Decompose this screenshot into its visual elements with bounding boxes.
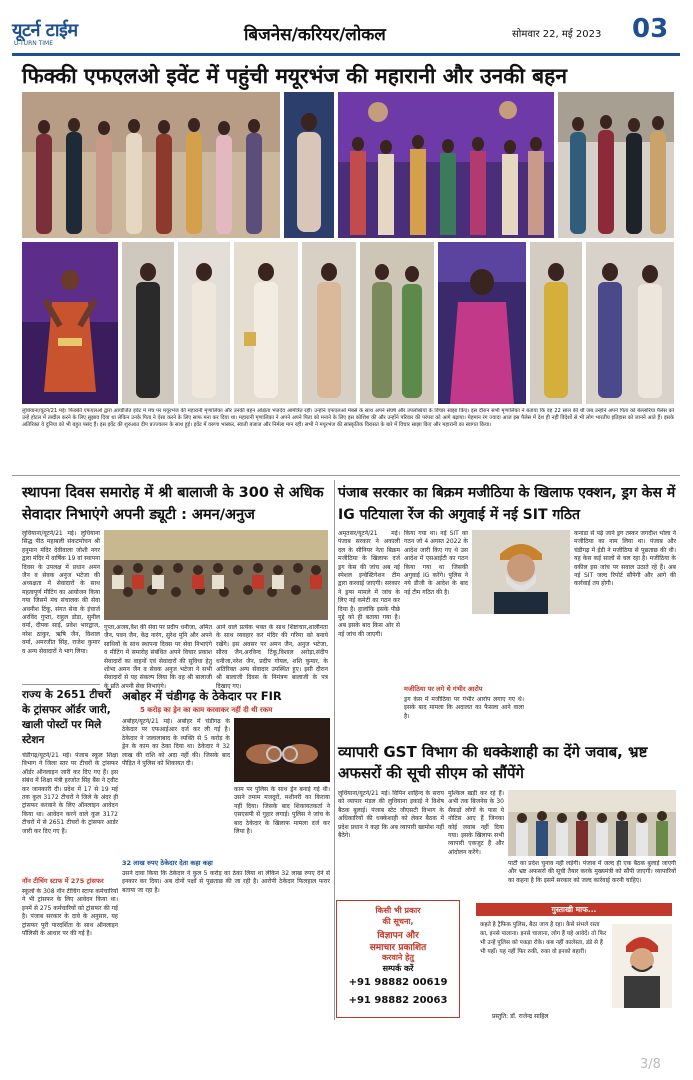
ad-phone-2: +91 98882 20063 [348, 995, 448, 1006]
majithia-headline: पंजाब सरकार का बिक्रम मजीठिया के खिलाफ एक्शन, ड्रग केस में IG पटियाला रेंज की अगुवाई में नई SIT गठित [338, 485, 676, 523]
page-number: 03 [632, 14, 669, 44]
fir-subhead-2: 32 लाख रुपए ठेकेदार देता कहा कहा [122, 859, 213, 867]
ad-line-5: करवाने हेतु [382, 953, 414, 962]
fir-subhead: 5 करोड़ का ड्रेन का काम करवाकर नहीं दी थी रकम [140, 706, 273, 714]
ad-phone-1: +91 98882 00619 [348, 977, 448, 988]
teacher-transfer-body-2: स्कूलों के 308 नॉन टीचिंग स्टाफ कर्मचारियों ने भी ट्रांसफर के लिए आवेदन किया था। इनमें से 275 कर्मचारियों को ट्रांसफर की गई है। पंजाब सरकार के दावे के अनुसार, यह ट्रांसफर पूरी पारदर्शिता के साथ ऑनलाइन पॉलिसी के आधार पर की गई है। [22, 888, 118, 938]
lead-photo-caption: लुधियाना/यूटर्न/21 मई। फिक्की एफएलओ द्वारा आयोजित इवेंट में मंच पर मयूरभंज की महारानी मृणालिका और उनकी बहन अक्षिता भंजदेव आमंत्रित रहीं। उन्होंने एफएलओ मेंबर्स के साथ अपने संघर्ष और उपलब्धियों के विचार साझा किए। इस दौरान सभी मृणालिका ने बताया कि वह 22 साल की थीं जब उन्होंने अपने पिता को बेल्लारिया पैलेस को उन्हें होटल में तब्दील करने के लिए सुझाव दिया था लेकिन उनके पिता ने ऐसा करने के लिए साफ मना कर दिया था। महारानी मृणालिका ने अपने अपने पिता को मनाने के लिए इस कोशिश की और उन्होंने परिवार की परंपरा को आगे बढ़ाया। मेहमान रंग ज्यादा आज इस पैलेस में देश ही नहीं विदेशों से भी लोग भारतीय इतिहास को जानने आते हैं। इसके अतिरिक्त ये दुनिया को भी बहुत पसंद हैं। इस इवेंट की शुरुआत दीप प्रज्ज्वलन के साथ हुई। इवेंट में वरुणा भास्कर, स्वाती बजाज और निर्मला मान रहीं। सभी ने मयूरभंज की सांस्कृतिक विरासत के बारे में विचार साझा किए और महारानी का स्वागत किया। [22, 408, 674, 429]
balaji-body-right: आने वाले प्रत्येक भक्त के साथ शिष्टाचार,शालीनता के साथ व्यवहार कर मंदिर की गरिमा को बनाये रखेंगे। इस अवसर पर अमन जैन, अनुज भटेजा, सौरव जैन,अरविन्द टिंकू,विशाल अरोड़ा,संदीप धनीजा,नरेश जैन, प्रदीप गोयल, शशि कुमार, के अतिरिक्त अन्य सेवादार उपस्थित हुए। इसी दौरान श्री बालाजी दिवस के निमंत्रण बालाजी के पत्र दिखाए गए। [216, 624, 328, 690]
guest-photo-6 [438, 242, 526, 404]
tower-divider [22, 684, 100, 685]
guest-photo-7 [530, 242, 582, 404]
balaji-body-mid: गुप्ता,अजय,वैश की सेवा पर प्रदीप धनीजा, अमित जैन, पवन जैन, केंद्र नारंग, सुरेश मुनि और अपने साथियों के साथ स्थापना दिवस पर सेवा निभाएंगे व मीटिंग में समारोह संबंधित अपने विचार प्रकाश सेवादारों का वाहनों एवं सेवादारों की सुविधा हेतु शोभा अमन जैन व सेवक अनुज भटेजा ने सभी सेवादारों से यह संकल्प लिया कि वह श्री बालाजी के प्रति अपनी सेवा निभाएंगे। [104, 624, 212, 690]
fir-body-left: अबोहर/यूटर्न/21 मई। अबोहर में चंडीगढ़ के ठेकेदार पर एफआईआर दर्ज कर ली गई है। ठेकेदार ने जलालाबाद के व्यक्ति से 5 करोड़ के ड्रेन के काम का ठेका दिया था। ठेकेदार ने 32 लाख की राशि को अदा नहीं की। जिसके बाद पीड़ित ने पुलिस को शिकायत दी। [122, 718, 230, 768]
event-photo-portrait-1 [284, 92, 334, 238]
balaji-meeting-photo [104, 530, 328, 620]
ad-line-1: किसी भी प्रकार [375, 906, 421, 915]
issue-date: सोमवार 22, मई 2023 [512, 29, 602, 40]
fir-body-right: काम पर पुलिस के साथ ड्रेन बनाई गई थी। उसने तमाम मजदूरों, मशीनरी का किराया नहीं दिया। जिसके बाद शिकायतकर्ता ने एसएसपी से गुहार लगाई। पुलिस ने जांच के बाद ठेकेदार के खिलाफ मामला दर्ज कर लिया है। [234, 786, 330, 836]
gustakhi-credit: प्रस्तुति: डॉ. राजेन्द्र साहिल [492, 1013, 549, 1020]
guest-photo-3 [234, 242, 298, 404]
ad-line-4: समाचार प्रकाशित [369, 943, 427, 953]
event-photo-stage [338, 92, 554, 238]
gustakhi-title: गुस्ताखी माफ... [476, 903, 672, 916]
page-indicator: 3/8 [640, 1057, 661, 1072]
event-photo-group-1 [22, 92, 280, 238]
guest-photo-1 [122, 242, 174, 404]
brand-subtitle: U-TURN TIME [14, 40, 54, 47]
majithia-subhead: मजीठिया पर लगे थे गंभीर आरोप [404, 685, 483, 693]
balaji-headline: स्थापना दिवस समारोह में श्री बालाजी के 300 से अधिक सेवादार निभाएंगे अपनी ड्यूटी : अमन/अनुज [22, 485, 324, 523]
fir-body-2: उसने दावा किया कि ठेकेदार ने कुल 5 करोड़ का ठेका लिया था लेकिन 32 लाख रुपए देने से इनकार कर दिया। अब दोनों पक्षों से पूछताछ की जा रही है। आरोपी ठेकेदार फिलहाल फरार बताया जा रहा है। [122, 870, 330, 894]
guest-photo-8 [586, 242, 674, 404]
brand-logo: यूटर्न टाईम [12, 20, 78, 41]
event-photo-group-2 [558, 92, 674, 238]
policeman-cartoon [612, 924, 672, 1008]
teacher-transfer-body: चंडीगढ़/यूटर्न/21 मई। पंजाब स्कूल शिक्षा विभाग ने जिला स्तर पर टीचरों के ट्रांसफर ऑर्डर ऑनलाइन जारी कर दिए गए हैं। इस संबंध में शिक्षा मंत्री हरजोत सिंह बैंस ने ट्वीट कर जानकारी दी। प्रदेश में 17 से 19 मई तक कुल 3172 टीचरों ने जिले के अंदर ही ट्रांसफर करवाने के लिए ऑनलाइन आवेदन किया था। आवेदन करने वाले कुल 3172 टीचरों में से 2651 टीचरों के ट्रांसफर आर्डर जारी कर दिए गए हैं। [22, 752, 118, 835]
gst-headline: व्यापारी GST विभाग की धक्केशाही का देंगे जवाब, भ्रष्ट अफसरों की सूची सीएम को सौंपेंगे [338, 743, 648, 782]
teacher-transfer-headline: राज्य के 2651 टीचरों के ट्रांसफर ऑर्डर जारी, खाली पोस्टों पर मिले स्टेशन [22, 689, 112, 746]
handcuff-photo [234, 718, 330, 782]
gst-body-left: लुधियाना/यूटर्न/21 मई। विपिन शाहिन्द के सराय को व्यापार मंडल की लुधियाना इकाई ने विशेष बैठक बुलाई। पंजाब स्टेट जीएसटी विभाग के अधिकारियों की धक्केशाही को लेकर बैठक में प्रदेश प्रधान ने कहा कि अब व्यापारी खामोश नहीं बैठेंगे। [338, 790, 444, 840]
guest-photo-5 [360, 242, 434, 404]
majithia-body-col1: अमृतसर/यूटर्न/21 मई। पंजाब सरकार ने अकाली दल के सीनियर नेता बिक्रम मजीठिया के खिलाफ दर्ज ड्रग केस की जांच अब नई स्पेशल इन्वेस्टिगेशन टीम द्वारा करवाई जाएगी। सरकार ने ड्रग्स मामले में जांच के लिए नई कमेटी का गठन कर दिया है। हालांकि इसके पीछे मुद्दे को ही बताया गया है। अब इसके बाद किस ओर से नई जांच की जाएगी। [338, 530, 400, 638]
teacher-transfer-subhead: नॉन टीचिंग स्टाफ में 275 ट्रांसफर [22, 877, 104, 885]
guest-photo-4 [302, 242, 356, 404]
lead-headline: फिक्की एफएलओ इवेंट में पहुंची मयूरभंज की महारानी और उनकी बहन [22, 64, 567, 88]
balaji-body-left: लुधियाना/यूटर्न/21 मई। लुधियाना सिद्ध पीठ महाबली संकटमोचन श्री हनुमान मंदिर देवीवाला जोशी नगर द्वारा मंदिर में वार्षिक 19 वां स्थापना दिवस के उपलक्ष में प्रधान अमन जैन व सेवक अनुज भटेजा की अध्यक्षता में सेवादारों के साथ महत्वपूर्ण मीटिंग का आयोजन किया गया जिसमें मंच संचालक की सेवा अवनीश टिंकू, संगत सेवा के इंचार्ज अरविंद गुप्ता, राहुल डोडा, सुनील वर्मा, दीपक साई, प्रवेश भारद्वाज, नरेश ठाकुर, ऋषि जैन, विशाल वर्मा, अमरजीत सिंह, राजेश कुमार व अन्य सेवादारों ने भाग लिया। [22, 530, 100, 655]
classified-ad-box [336, 900, 460, 1018]
ad-line-6: सम्पर्क करें [382, 964, 414, 973]
majithia-body-col4: कनाडा से पढ़े जाने ड्रग तस्कर जगदीश भोला ने मजीठिया का नाम लिया था। पंजाब और चंडीगढ़ में ईडी ने मजीठिया से पूछताछ की थी। यह केस कई सालों से चल रहा है। मजीठिया के वकील इस जांच पर सवाल उठाते रहे हैं। अब नई SIT जल्द रिपोर्ट सौंपेगी और आगे की कार्रवाई तय होगी। [574, 530, 676, 588]
majithia-body-col3: ड्रग केस में मजीठिया पर गंभीर आरोप लगाए गए थे। इसके बाद मामला कि अदालत का फैसला आने वाला है। [404, 696, 524, 720]
gst-meeting-photo [508, 790, 676, 856]
masthead [12, 14, 680, 56]
gustakhi-verse: कहते है ट्रैफिक पुलिस, बैठा जाय है रहा। कैसे संभले रस्ता का, इनसे पालाना। इनसे चालाना, लोग हैं यहे आवेदें। तो फिर भी उन्हें पुलिस को पकड़ा रोके। कब नहीं कालेस्ता, डंडे से हैं भी यहाँ। यह नहीं फिर रुकी, रुका वो इनको बहारी। [480, 922, 607, 955]
column-divider [334, 480, 335, 1020]
ad-line-2: की सूचना, [382, 917, 414, 926]
gst-body-mid: मुश्किल खड़ी कर रहे हैं। अभी तक बिजनेस के 30 सैकड़ों लोगों के पास ये नोटिस आए हैं जिनका कोई जवाब नहीं दिया गया। इसके खिलाफ सभी व्यापारी एकजुट हैं और आंदोलन करेंगे। [448, 790, 504, 856]
fir-headline: अबोहर में चंडीगढ़ के ठेकेदार पर FIR [122, 689, 282, 703]
guest-photo-2 [178, 242, 230, 404]
majithia-body-col2: किया गया था। नई SIT का गठन जो 4 अगस्त 2022 के आदेश जारी किए गए थे उस आदेश में एसआईटी का गठन किया गया था जिसकी अगुवाई IG करेंगे। पुलिस ने नये डीजी के आदेश के बाद नई टीम गठित की है। [404, 530, 468, 596]
section-title: बिजनेस/करियर/लोकल [244, 25, 386, 45]
majithia-portrait [472, 530, 570, 614]
dancer-photo [22, 242, 118, 404]
ad-line-3: विज्ञापन और [377, 931, 419, 941]
gst-body-right: पार्टी का प्रदेश चुनाव नहीं लड़ेगी। पंजाब में जल्द ही एक बैठक बुलाई जाएगी और भ्रष्ट अफसरों की सूची तैयार करके मुख्यमंत्री को सौंपी जाएगी। व्यापारियों का कहना है कि इसमें सरकार को जल्द कार्रवाई करनी चाहिए। [508, 860, 676, 884]
section-divider [12, 475, 680, 476]
